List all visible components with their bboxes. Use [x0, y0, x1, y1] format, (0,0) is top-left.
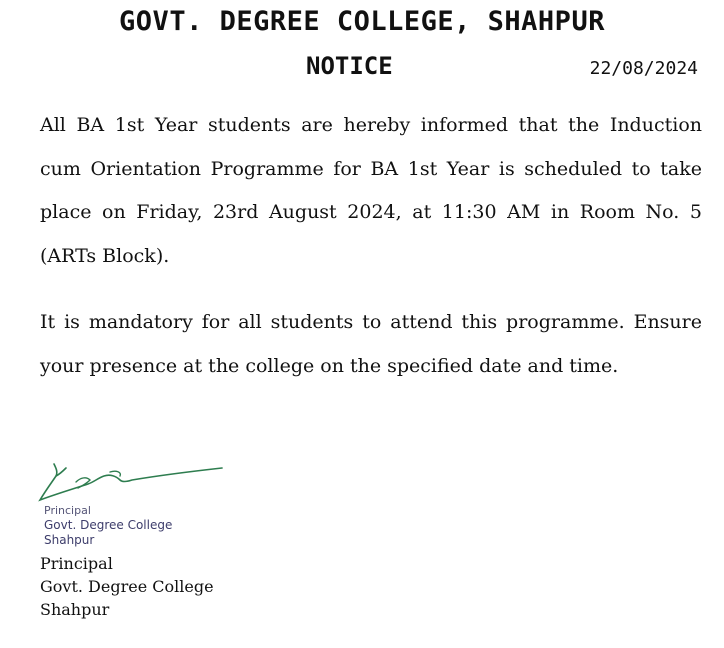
signatory-institution: Govt. Degree College	[40, 577, 214, 596]
signature-block	[40, 552, 214, 621]
stamp-title: Principal	[44, 504, 91, 517]
stamp-institution: Govt. Degree College	[44, 518, 173, 532]
signatory-title: Principal	[40, 554, 113, 573]
notice-paragraph-2: It is mandatory for all students to attend this programme. Ensure your presence at the college on the specified date and time.	[40, 311, 702, 377]
signatory-place: Shahpur	[40, 600, 110, 619]
notice-paragraph-1: All BA 1st Year students are hereby informed that the Induction cum Orientation Programme for BA 1st Year is scheduled to take place on Friday, 23rd August 2024, at 11:30 AM in Room No. 5 (ARTs Block).	[40, 114, 702, 267]
handwritten-signature	[36, 458, 226, 508]
principal-stamp	[44, 503, 172, 548]
notice-date: 22/08/2024	[589, 58, 698, 79]
signature-stroke-2	[40, 468, 222, 500]
college-title: GOVT. DEGREE COLLEGE, SHAHPUR	[119, 6, 605, 37]
notice-title: NOTICE	[306, 52, 393, 80]
signature-stroke-1	[54, 464, 66, 476]
stamp-place: Shahpur	[44, 533, 95, 547]
